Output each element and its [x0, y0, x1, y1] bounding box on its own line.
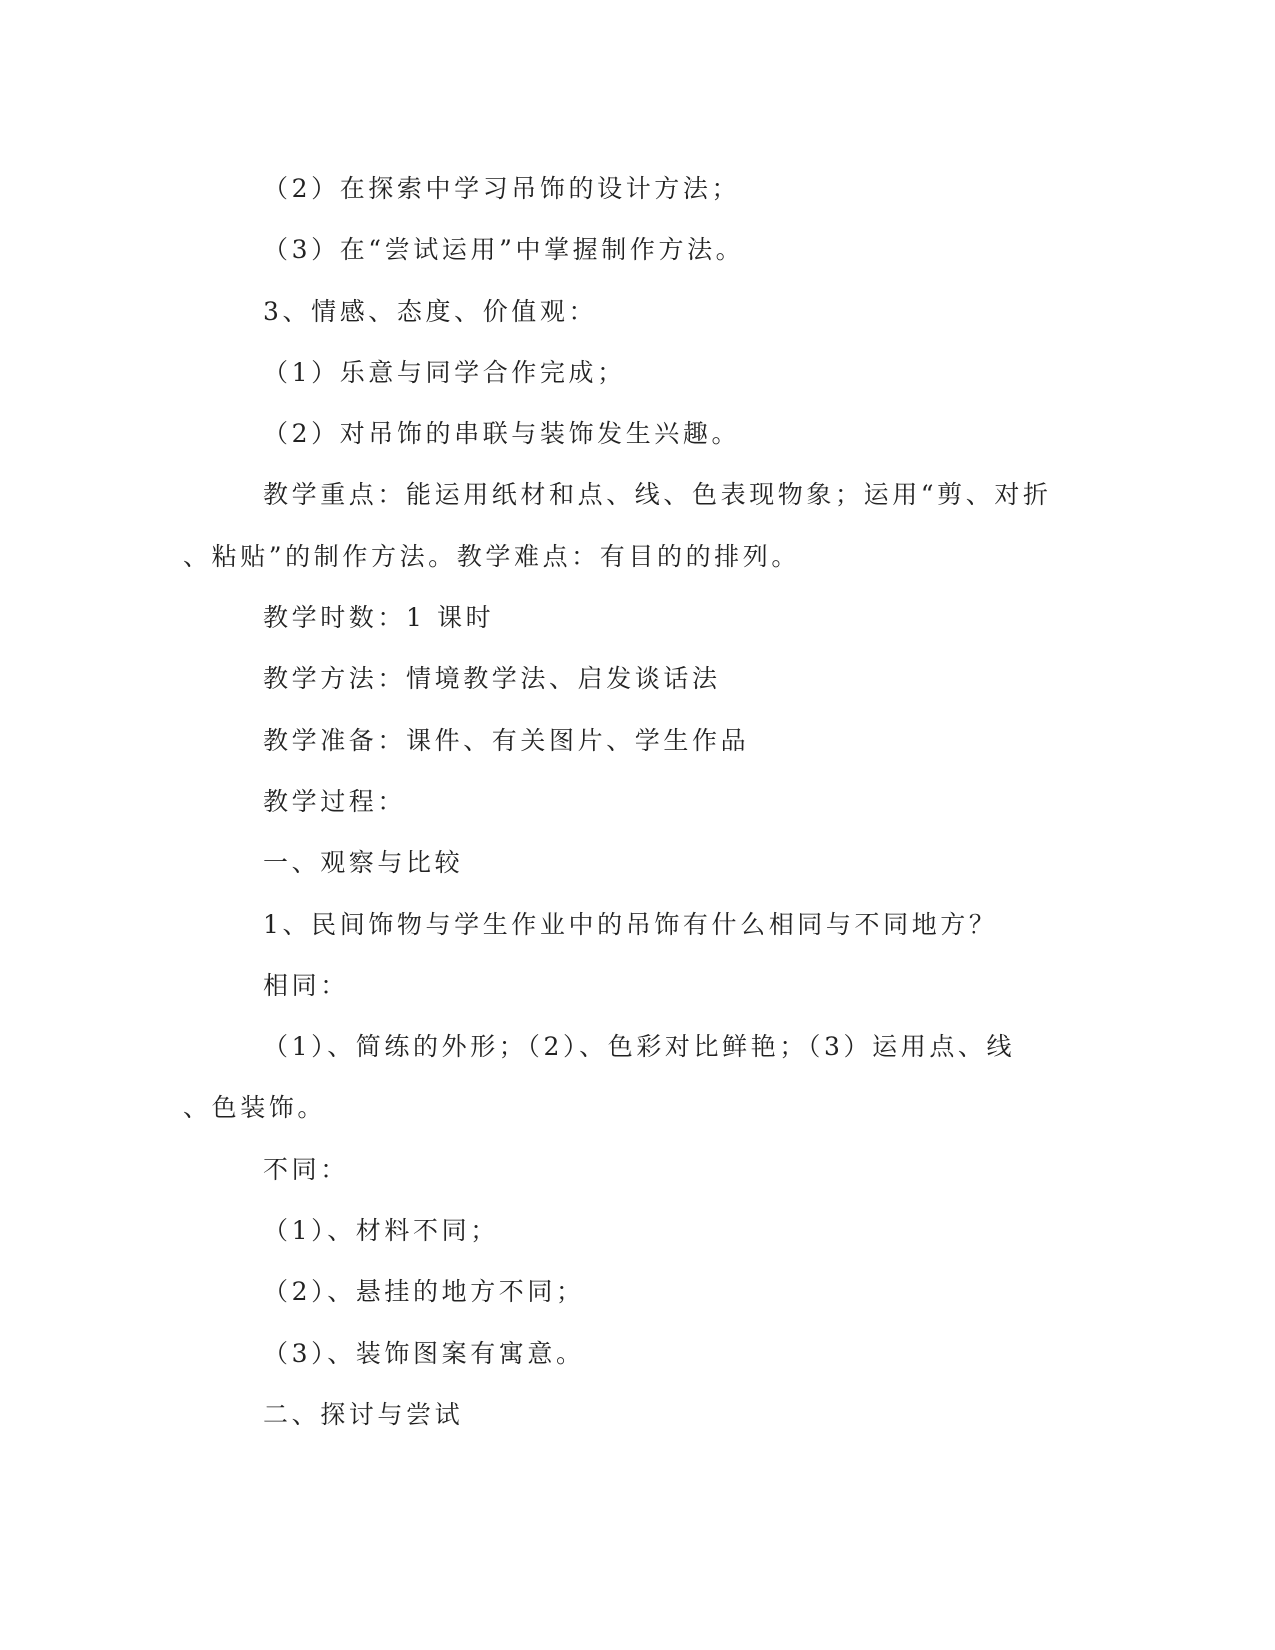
paragraph-line: （2）、悬挂的地方不同； [263, 1277, 585, 1307]
paragraph-line: （1）、简练的外形；（2）、色彩对比鲜艳；（3）运用点、线 [263, 1032, 1016, 1062]
section-heading: 一、观察与比较 [263, 848, 464, 878]
paragraph-line: （1）乐意与同学合作完成； [263, 357, 626, 387]
paragraph-line: （3）、装饰图案有寓意。 [263, 1338, 585, 1368]
paragraph-line: （3）在“尝试运用”中掌握制作方法。 [263, 235, 745, 265]
paragraph-line: 相同： [263, 970, 349, 1000]
paragraph-line-continuation: 、色装饰。 [183, 1093, 327, 1123]
section-heading: 3、情感、态度、价值观： [263, 296, 598, 326]
paragraph-line: 1、民间饰物与学生作业中的吊饰有什么相同与不同地方？ [263, 909, 998, 939]
paragraph-line: 教学方法：情境教学法、启发谈话法 [263, 664, 721, 694]
section-heading: 二、探讨与尝试 [263, 1399, 464, 1429]
paragraph-line: （2）在探索中学习吊饰的设计方法； [263, 174, 741, 203]
paragraph-line-continuation: 、粘贴”的制作方法。教学难点：有目的的排列。 [183, 541, 800, 571]
paragraph-line: 教学准备：课件、有关图片、学生作品 [263, 725, 750, 755]
section-heading: 教学过程： [263, 786, 407, 816]
paragraph-line: （2）对吊饰的串联与装饰发生兴趣。 [263, 419, 741, 449]
paragraph-line: 教学时数：1 课时 [263, 603, 495, 633]
paragraph-line: 教学重点：能运用纸材和点、线、色表现物象；运用“剪、对折 [263, 480, 1052, 510]
paragraph-line: 不同： [263, 1154, 349, 1184]
paragraph-line: （1）、材料不同； [263, 1216, 499, 1246]
document-body [183, 158, 1063, 1445]
